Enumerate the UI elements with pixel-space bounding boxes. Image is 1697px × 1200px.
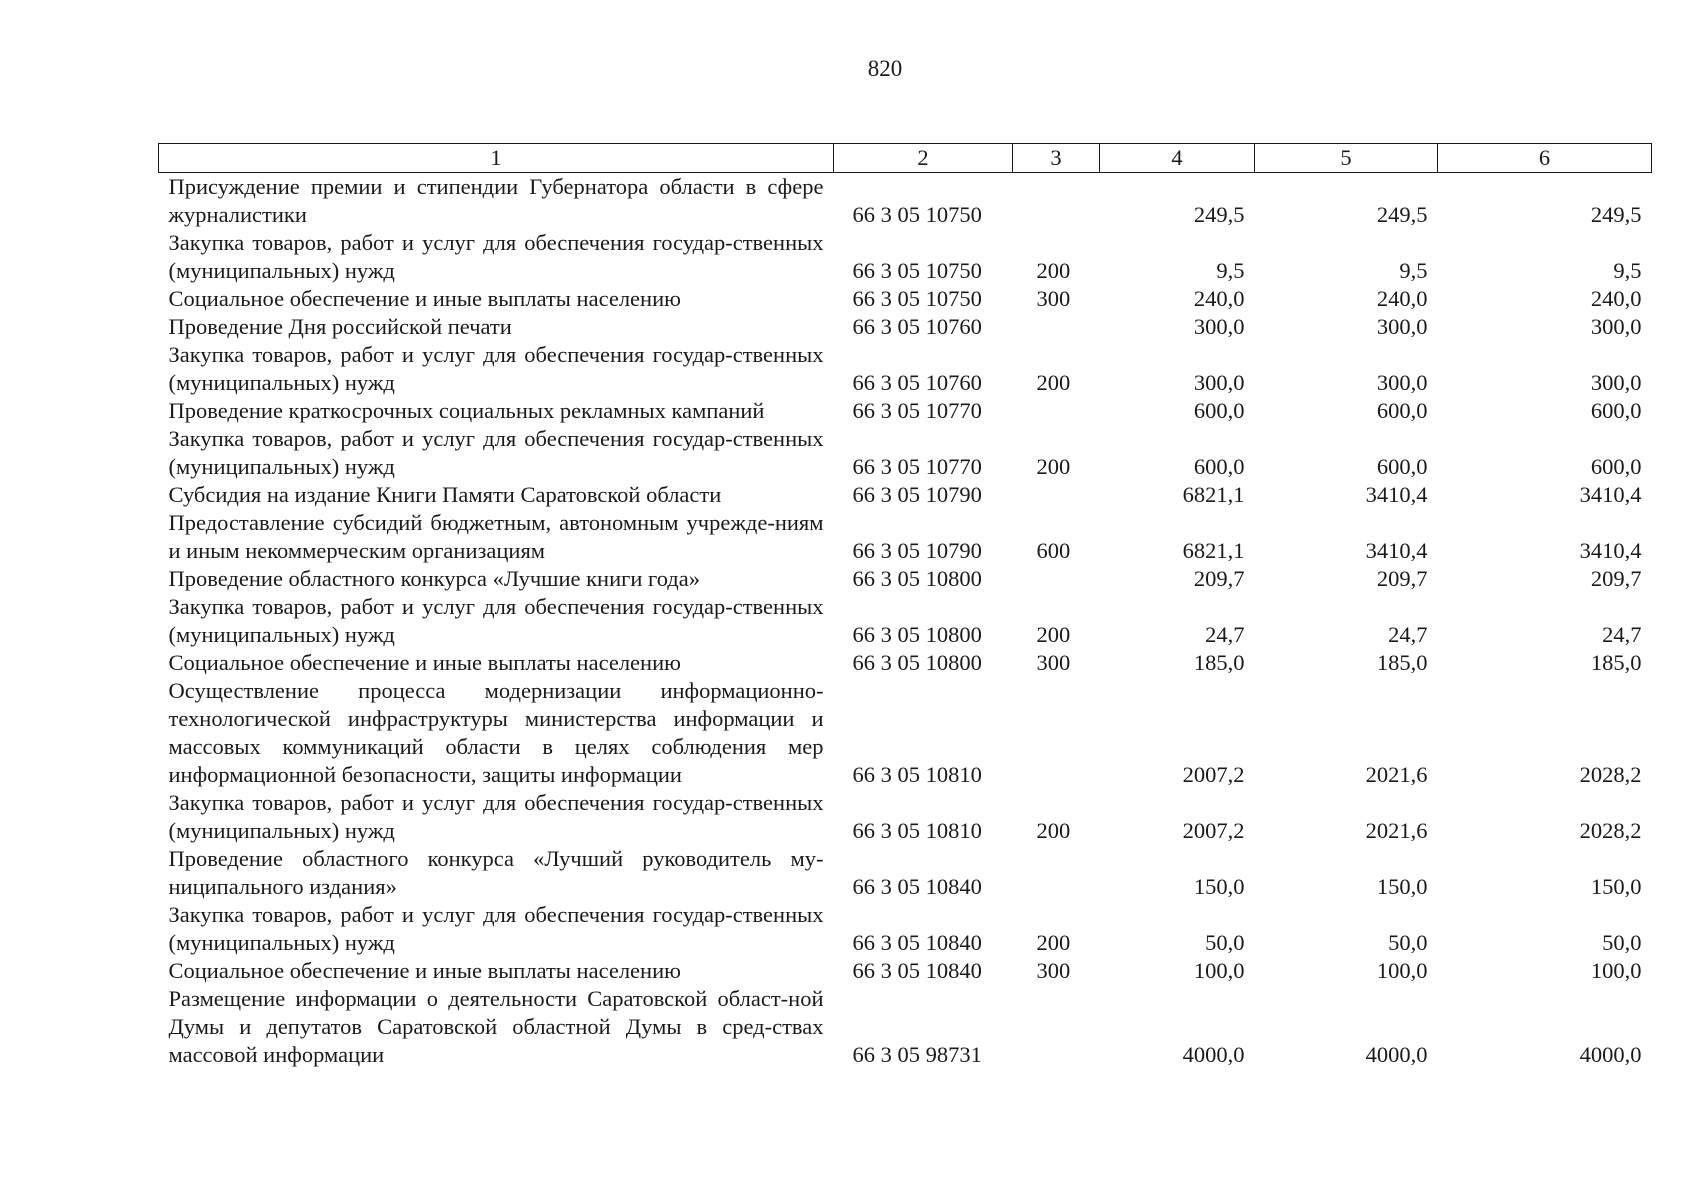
row-type-cell: 300	[1036, 958, 1071, 983]
table-row	[159, 789, 1652, 845]
table-row	[159, 677, 1652, 789]
row-name-cell: Закупка товаров, работ и услуг для обеспечения государ-ственных (муниципальных) нужд	[168, 426, 824, 479]
table-row	[159, 845, 1652, 901]
table-row	[159, 173, 1652, 230]
row-value-1-cell: 9,5	[1216, 258, 1245, 283]
table-row	[159, 397, 1652, 425]
row-name-cell: Размещение информации о деятельности Саратовской област-ной Думы и депутатов Саратовской областной Думы в сред-ствах массовой информации	[168, 986, 824, 1067]
row-name-cell: Присуждение премии и стипендии Губернатора области в сфере журналистики	[168, 174, 824, 227]
row-value-3-cell: 2028,2	[1579, 762, 1642, 787]
table-row	[159, 565, 1652, 593]
row-type-cell: 300	[1036, 650, 1071, 675]
row-value-1-cell: 24,7	[1205, 622, 1245, 647]
row-name-cell: Закупка товаров, работ и услуг для обеспечения государ-ственных (муниципальных) нужд	[168, 902, 824, 955]
row-code-cell: 66 3 05 10840	[852, 930, 982, 955]
row-value-2-cell: 300,0	[1376, 314, 1428, 339]
row-value-1-cell: 2007,2	[1182, 762, 1245, 787]
column-header-3: 3	[1013, 144, 1100, 173]
row-code-cell: 66 3 05 10800	[852, 650, 982, 675]
row-value-2-cell: 100,0	[1376, 958, 1428, 983]
row-value-1-cell: 100,0	[1193, 958, 1245, 983]
row-type-cell	[1013, 173, 1100, 230]
row-value-3-cell: 209,7	[1590, 566, 1642, 591]
row-value-3-cell: 600,0	[1590, 398, 1642, 423]
row-type-cell: 200	[1036, 622, 1071, 647]
row-name-cell: Закупка товаров, работ и услуг для обеспечения государ-ственных (муниципальных) нужд	[168, 594, 824, 647]
row-value-2-cell: 3410,4	[1365, 482, 1428, 507]
row-value-3-cell: 240,0	[1590, 286, 1642, 311]
row-name-cell: Предоставление субсидий бюджетным, автономным учрежде-ниям и иным некоммерческим организациям	[168, 510, 824, 563]
row-name-cell: Социальное обеспечение и иные выплаты населению	[168, 958, 681, 983]
row-code-cell: 66 3 05 10840	[852, 874, 982, 899]
row-code-cell: 66 3 05 10760	[852, 314, 982, 339]
row-name-cell: Проведение Дня российской печати	[168, 314, 512, 339]
table-row	[159, 593, 1652, 649]
row-type-cell	[1013, 397, 1100, 425]
row-value-3-cell: 9,5	[1613, 258, 1642, 283]
row-value-1-cell: 4000,0	[1182, 1042, 1245, 1067]
table-header	[159, 144, 1652, 173]
row-value-3-cell: 185,0	[1590, 650, 1642, 675]
row-value-3-cell: 150,0	[1590, 874, 1642, 899]
row-value-1-cell: 185,0	[1193, 650, 1245, 675]
row-value-2-cell: 240,0	[1376, 286, 1428, 311]
row-type-cell: 300	[1036, 286, 1071, 311]
row-value-1-cell: 2007,2	[1182, 818, 1245, 843]
row-value-2-cell: 4000,0	[1365, 1042, 1428, 1067]
row-type-cell: 200	[1036, 930, 1071, 955]
row-name-cell: Субсидия на издание Книги Памяти Саратовской области	[168, 482, 722, 507]
column-header-4: 4	[1100, 144, 1255, 173]
page-number: 820	[867, 56, 903, 81]
table-row	[159, 957, 1652, 985]
row-value-1-cell: 50,0	[1205, 930, 1245, 955]
row-value-1-cell: 150,0	[1193, 874, 1245, 899]
row-value-1-cell: 240,0	[1193, 286, 1245, 311]
row-value-3-cell: 2028,2	[1579, 818, 1642, 843]
row-value-3-cell: 300,0	[1590, 370, 1642, 395]
column-header-5: 5	[1255, 144, 1438, 173]
row-code-cell: 66 3 05 10760	[852, 370, 982, 395]
row-value-2-cell: 600,0	[1376, 454, 1428, 479]
table-row	[159, 313, 1652, 341]
table-row	[159, 901, 1652, 957]
row-value-2-cell: 50,0	[1388, 930, 1428, 955]
budget-table	[158, 143, 1652, 1069]
row-name-cell: Закупка товаров, работ и услуг для обеспечения государ-ственных (муниципальных) нужд	[168, 230, 824, 283]
table-row	[159, 481, 1652, 509]
header-row	[159, 144, 1652, 173]
row-value-2-cell: 2021,6	[1365, 818, 1428, 843]
row-type-cell	[1013, 677, 1100, 789]
row-value-3-cell: 100,0	[1590, 958, 1642, 983]
table-row	[159, 285, 1652, 313]
column-header-2: 2	[834, 144, 1013, 173]
row-value-1-cell: 209,7	[1193, 566, 1245, 591]
row-code-cell: 66 3 05 10790	[852, 538, 982, 563]
row-code-cell: 66 3 05 10810	[852, 762, 982, 787]
row-type-cell	[1013, 481, 1100, 509]
column-header-1: 1	[159, 144, 834, 173]
row-code-cell: 66 3 05 98731	[852, 1042, 982, 1067]
table-row	[159, 649, 1652, 677]
row-name-cell: Осуществление процесса модернизации информационно-технологической инфраструктуры министерства информации и массовых коммуникаций области в целях соблюдения мер информационной безопасности, защиты информации	[168, 678, 824, 787]
row-value-2-cell: 209,7	[1376, 566, 1428, 591]
row-name-cell: Проведение областного конкурса «Лучшие книги года»	[168, 566, 700, 591]
row-code-cell: 66 3 05 10750	[852, 258, 982, 283]
row-code-cell: 66 3 05 10810	[852, 818, 982, 843]
row-value-1-cell: 600,0	[1193, 454, 1245, 479]
row-value-1-cell: 300,0	[1193, 314, 1245, 339]
row-type-cell: 200	[1036, 454, 1071, 479]
row-value-2-cell: 9,5	[1399, 258, 1428, 283]
row-type-cell	[1013, 845, 1100, 901]
row-code-cell: 66 3 05 10800	[852, 566, 982, 591]
row-value-1-cell: 300,0	[1193, 370, 1245, 395]
row-value-3-cell: 50,0	[1602, 930, 1642, 955]
row-name-cell: Социальное обеспечение и иные выплаты населению	[168, 650, 681, 675]
row-value-3-cell: 3410,4	[1579, 538, 1642, 563]
row-name-cell: Закупка товаров, работ и услуг для обеспечения государ-ственных (муниципальных) нужд	[168, 342, 824, 395]
row-value-2-cell: 249,5	[1376, 202, 1428, 227]
table-row	[159, 425, 1652, 481]
row-name-cell: Социальное обеспечение и иные выплаты населению	[168, 286, 681, 311]
row-code-cell: 66 3 05 10770	[852, 398, 982, 423]
row-code-cell: 66 3 05 10840	[852, 958, 982, 983]
row-name-cell: Закупка товаров, работ и услуг для обеспечения государ-ственных (муниципальных) нужд	[168, 790, 824, 843]
row-value-1-cell: 600,0	[1193, 398, 1245, 423]
row-name-cell: Проведение краткосрочных социальных рекламных кампаний	[168, 398, 765, 423]
row-type-cell: 600	[1036, 538, 1071, 563]
row-value-3-cell: 4000,0	[1579, 1042, 1642, 1067]
row-value-3-cell: 249,5	[1590, 202, 1642, 227]
table-row	[159, 985, 1652, 1069]
row-code-cell: 66 3 05 10750	[852, 286, 982, 311]
row-type-cell	[1013, 565, 1100, 593]
row-value-3-cell: 3410,4	[1579, 482, 1642, 507]
row-type-cell: 200	[1036, 818, 1071, 843]
row-value-2-cell: 24,7	[1388, 622, 1428, 647]
row-type-cell: 200	[1036, 370, 1071, 395]
row-code-cell: 66 3 05 10790	[852, 482, 982, 507]
row-value-1-cell: 249,5	[1193, 202, 1245, 227]
row-value-1-cell: 6821,1	[1182, 538, 1245, 563]
row-code-cell: 66 3 05 10750	[852, 202, 982, 227]
row-value-2-cell: 185,0	[1376, 650, 1428, 675]
row-value-2-cell: 150,0	[1376, 874, 1428, 899]
row-type-cell: 200	[1036, 258, 1071, 283]
row-value-3-cell: 300,0	[1590, 314, 1642, 339]
row-value-2-cell: 3410,4	[1365, 538, 1428, 563]
row-code-cell: 66 3 05 10770	[852, 454, 982, 479]
row-value-2-cell: 2021,6	[1365, 762, 1428, 787]
row-value-2-cell: 600,0	[1376, 398, 1428, 423]
row-code-cell: 66 3 05 10800	[852, 622, 982, 647]
row-value-3-cell: 24,7	[1602, 622, 1642, 647]
table-body	[159, 173, 1652, 1070]
table-row	[159, 341, 1652, 397]
table-row	[159, 509, 1652, 565]
column-header-6: 6	[1438, 144, 1652, 173]
row-type-cell	[1013, 313, 1100, 341]
row-value-3-cell: 600,0	[1590, 454, 1642, 479]
row-value-1-cell: 6821,1	[1182, 482, 1245, 507]
row-name-cell: Проведение областного конкурса «Лучший руководитель му-ниципального издания»	[168, 846, 824, 899]
row-value-2-cell: 300,0	[1376, 370, 1428, 395]
table-row	[159, 229, 1652, 285]
row-type-cell	[1013, 985, 1100, 1069]
